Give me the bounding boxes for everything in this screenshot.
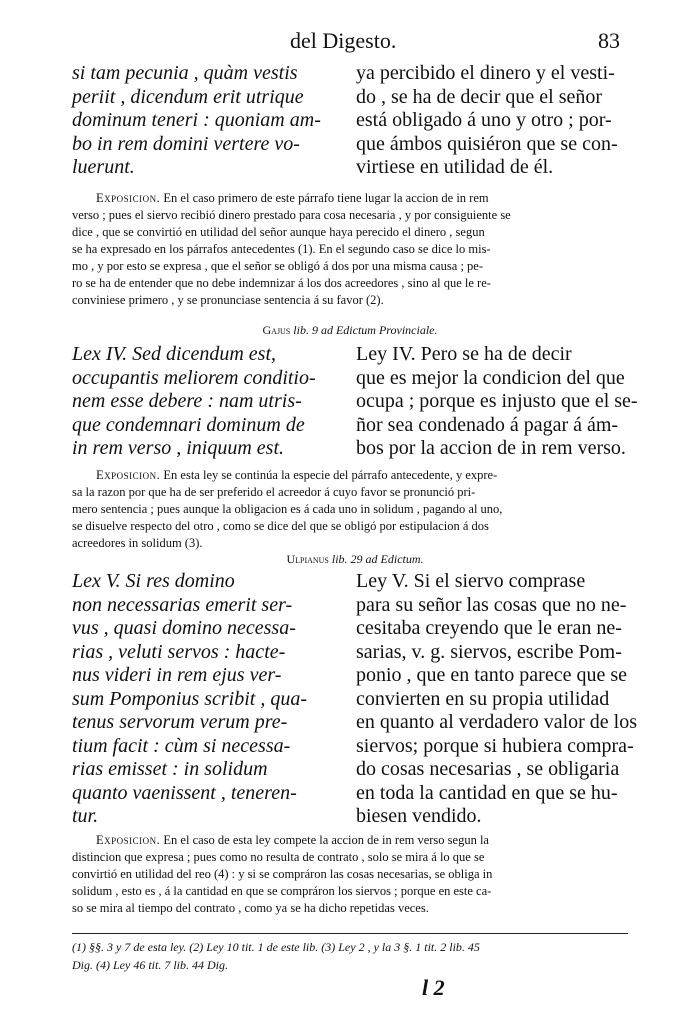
latin-line: dominum teneri : quoniam am-: [72, 109, 321, 131]
footnote-line: Dig. (4) Ley 46 tit. 7 lib. 44 Dig.: [72, 958, 228, 972]
page-number: 83: [598, 28, 620, 53]
exposicion-line: sa la razon por que ha de ser preferido el acreedor á cuyo favor se pronunció pri-: [72, 485, 476, 499]
spanish-line: Ley V. Si el siervo comprase: [356, 570, 586, 592]
exposicion-line: mero sentencia ; pues aunque la obligacion es á cada uno in solidum , pagando al uno,: [72, 502, 503, 516]
exposicion-line: dice , que se convirtió en utilidad del señor aunque haya perecido el dinero , segun: [72, 225, 485, 239]
latin-line: quanto vaenissent , teneren-: [72, 781, 297, 804]
exposicion-line: so se mira al tiempo del contrato , como ya se ha dicho repetidas veces.: [72, 901, 429, 915]
source-author: Gajus: [262, 323, 291, 337]
exposicion-label: Exposicion.: [96, 833, 161, 847]
footnote-line: (1) §§. 3 y 7 de esta ley. (2) Ley 10 tit. 1 de este lib. (3) Ley 2 , y la 3 §. 1 tit. 2 lib. 45: [72, 940, 480, 954]
spanish-column-lex5: [356, 570, 638, 829]
spanish-line: do cosas necesarias , se obligaria: [356, 758, 620, 780]
latin-line: vus , quasi domino necessa-: [72, 617, 296, 639]
latin-line: tur.: [72, 805, 99, 827]
spanish-line: bos por la accion de in rem verso.: [356, 437, 626, 459]
exposicion-line: se disuelve respecto del otro , como se dice del que se obligó por estipulacion á dos: [72, 519, 489, 533]
exposicion-line: acreedores in solidum (3).: [72, 536, 203, 550]
exposicion-line: conviniese primero , y se pronunciase sentencia á su favor (2).: [72, 293, 384, 307]
exposicion-line: distincion que expresa ; pues como no resulta de contrato , solo se mira á lo que se: [72, 850, 485, 864]
spanish-line: convierten en su propia utilidad: [356, 687, 610, 710]
spanish-line: sarias, v. g. siervos, escribe Pom-: [356, 640, 622, 663]
spanish-column-block1: [356, 62, 622, 180]
footnotes: [72, 938, 632, 974]
exposicion-line: mo , y por esto se expresa , que el señor se obligó á dos por una misma causa ; pe-: [72, 259, 484, 273]
latin-line: sum Pomponius scribit , qua-: [72, 687, 307, 710]
exposicion-line: En esta ley se continúa la especie del párrafo antecedente, y expre-: [163, 468, 498, 482]
latin-line: que condemnari dominum de: [72, 413, 305, 436]
exposicion-line: se ha expresado en los párrafos antecedentes (1). En el segundo caso se dice lo mis-: [72, 242, 491, 256]
source-citation-2: [250, 552, 460, 567]
latin-line: Lex V. Si res domino: [72, 570, 235, 592]
spanish-line: en toda la cantidad en que se hu-: [356, 781, 618, 804]
latin-column-block1: [72, 62, 342, 180]
spanish-line: Ley IV. Pero se ha de decir: [356, 343, 572, 365]
source-citation-1: [230, 323, 470, 338]
exposicion-2: [72, 467, 626, 552]
exposicion-1: [72, 190, 626, 309]
source-reference: lib. 29 ad Edictum.: [331, 552, 424, 566]
signature-mark: l 2: [422, 975, 445, 1000]
exposicion-line: solidum , esto es , á la cantidad en que se compráron los siervos ; porque en este ca-: [72, 884, 492, 898]
latin-line: Lex IV. Sed dicendum est,: [72, 343, 277, 365]
spanish-line: está obligado á uno y otro ; por-: [356, 109, 612, 131]
latin-line: si tam pecunia , quàm vestis: [72, 62, 298, 84]
exposicion-line: En el caso primero de este párrafo tiene lugar la accion de in rem: [163, 191, 489, 205]
spanish-line: en quanto al verdadero valor de los: [356, 711, 638, 733]
spanish-line: ponio , que en tanto parece que se: [356, 664, 628, 686]
latin-line: occupantis meliorem conditio-: [72, 366, 316, 389]
exposicion-label: Exposicion.: [96, 468, 161, 482]
exposicion-line: ro se ha de entender que no debe indemnizar á los dos acreedores , sino al que le re-: [72, 276, 491, 290]
latin-line: rias , veluti servos : hacte-: [72, 640, 286, 663]
source-reference: lib. 9 ad Edictum Provinciale.: [293, 323, 438, 337]
spanish-line: ya percibido el dinero y el vesti-: [356, 62, 615, 84]
spanish-line: do , se ha de decir que el señor: [356, 85, 603, 108]
spanish-column-lex4: [356, 343, 638, 461]
source-author: Ulpianus: [286, 552, 329, 566]
spanish-line: cesitaba creyendo que le eran ne-: [356, 617, 622, 639]
latin-line: nem esse debere : nam utris-: [72, 390, 302, 412]
exposicion-line: verso ; pues el siervo recibió dinero prestado para cosa necesaria , y por consiguiente se: [72, 208, 511, 222]
footnote-divider: [72, 933, 628, 934]
latin-line: rias emisset : in solidum: [72, 758, 268, 780]
spanish-line: ocupa ; porque es injusto que el se-: [356, 390, 638, 412]
latin-line: tium facit : cùm si necessa-: [72, 734, 291, 757]
spanish-line: ñor sea condenado á pagar á ám-: [356, 413, 619, 436]
exposicion-line: convirtió en utilidad del reo (4) : y si se compráron las cosas necesarias, se obliga in: [72, 867, 493, 881]
exposicion-label: Exposicion.: [96, 191, 161, 205]
latin-line: nus videri in rem ejus ver-: [72, 664, 282, 686]
latin-line: in rem verso , iniquum est.: [72, 437, 285, 459]
spanish-line: que ámbos quisiéron que se con-: [356, 132, 618, 155]
latin-column-lex4: [72, 343, 342, 461]
spanish-line: para su señor las cosas que no ne-: [356, 593, 627, 616]
spanish-line: biesen vendido.: [356, 805, 482, 827]
spanish-line: siervos; porque si hubiera compra-: [356, 734, 634, 757]
latin-line: non necessarias emerit ser-: [72, 593, 293, 616]
spanish-line: que es mejor la condicion del que: [356, 366, 625, 389]
latin-line: tenus servorum verum pre-: [72, 711, 288, 733]
latin-line: periit , dicendum erit utrique: [72, 85, 304, 108]
spanish-line: virtiese en utilidad de él.: [356, 156, 554, 178]
latin-line: luerunt.: [72, 156, 135, 178]
exposicion-line: En el caso de esta ley compete la accion de in rem verso segun la: [163, 833, 489, 847]
latin-column-lex5: [72, 570, 342, 829]
latin-line: bo in rem domini vertere vo-: [72, 132, 300, 155]
exposicion-3: [72, 832, 626, 917]
running-header-title: del Digesto.: [290, 28, 397, 53]
